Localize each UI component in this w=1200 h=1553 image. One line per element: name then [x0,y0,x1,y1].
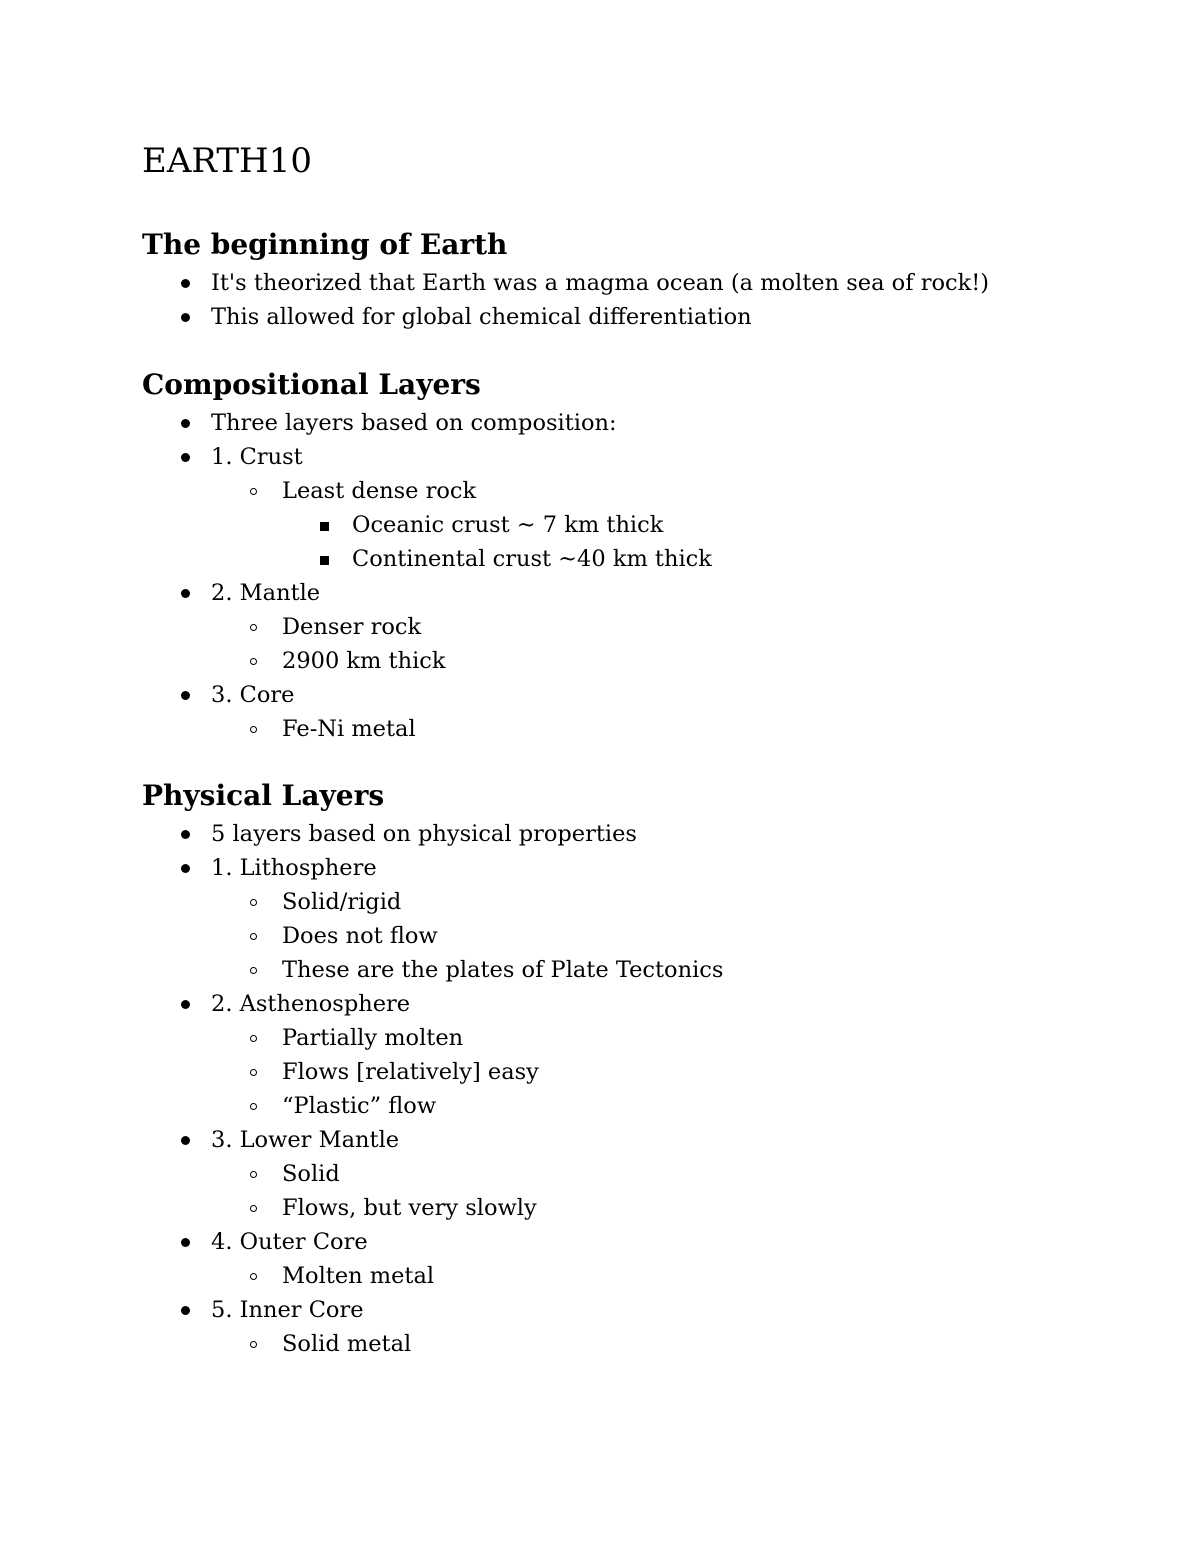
list-item: Three layers based on composition: [178,406,617,440]
bullet-circle-icon [248,610,264,644]
bullet-circle-icon [248,1055,264,1089]
bullet-circle-icon [248,919,264,953]
bullet-disc-icon [178,576,194,610]
list-item: These are the plates of Plate Tectonics [248,953,723,987]
bullet-disc-icon [178,1123,194,1157]
bullet-circle-icon [248,1157,264,1191]
bullet-circle-icon [248,1259,264,1293]
bullet-square-icon [318,542,334,576]
list-item: Least dense rock [248,474,476,508]
list-item: Solid [248,1157,340,1191]
bullet-disc-icon [178,406,194,440]
list-item: Continental crust ~40 km thick [318,542,712,576]
list-item: Flows, but very slowly [248,1191,537,1225]
list-item: 1. Crust [178,440,303,474]
bullet-disc-icon [178,440,194,474]
list-item: 3. Lower Mantle [178,1123,399,1157]
bullet-disc-icon [178,851,194,885]
document-title: EARTH10 [142,141,312,181]
list-item: 2900 km thick [248,644,446,678]
bullet-circle-icon [248,1089,264,1123]
list-item: Molten metal [248,1259,434,1293]
list-item: Partially molten [248,1021,463,1055]
list-item: Solid/rigid [248,885,401,919]
bullet-circle-icon [248,474,264,508]
bullet-circle-icon [248,885,264,919]
bullet-square-icon [318,508,334,542]
list-item: 5. Inner Core [178,1293,364,1327]
bullet-circle-icon [248,1021,264,1055]
list-item: 1. Lithosphere [178,851,377,885]
list-item: Oceanic crust ~ 7 km thick [318,508,663,542]
list-item: It's theorized that Earth was a magma ocean (a molten sea of rock!) [178,266,989,300]
bullet-circle-icon [248,712,264,746]
list-item: “Plastic” flow [248,1089,436,1123]
list-item: Solid metal [248,1327,411,1361]
list-item: Does not flow [248,919,438,953]
list-item: 4. Outer Core [178,1225,368,1259]
list-item: This allowed for global chemical differentiation [178,300,752,334]
bullet-disc-icon [178,1225,194,1259]
bullet-circle-icon [248,1191,264,1225]
bullet-circle-icon [248,1327,264,1361]
list-item: 5 layers based on physical properties [178,817,637,851]
bullet-disc-icon [178,678,194,712]
list-item: 2. Asthenosphere [178,987,410,1021]
bullet-disc-icon [178,1293,194,1327]
bullet-disc-icon [178,817,194,851]
section-heading-physical: Physical Layers [142,779,385,812]
section-heading-compositional: Compositional Layers [142,368,481,401]
bullet-circle-icon [248,953,264,987]
list-item: 2. Mantle [178,576,320,610]
bullet-circle-icon [248,644,264,678]
list-item: Flows [relatively] easy [248,1055,539,1089]
list-item: Fe-Ni metal [248,712,416,746]
section-heading-beginning: The beginning of Earth [142,228,508,261]
bullet-disc-icon [178,987,194,1021]
bullet-disc-icon [178,266,194,300]
list-item: 3. Core [178,678,294,712]
bullet-disc-icon [178,300,194,334]
list-item: Denser rock [248,610,421,644]
